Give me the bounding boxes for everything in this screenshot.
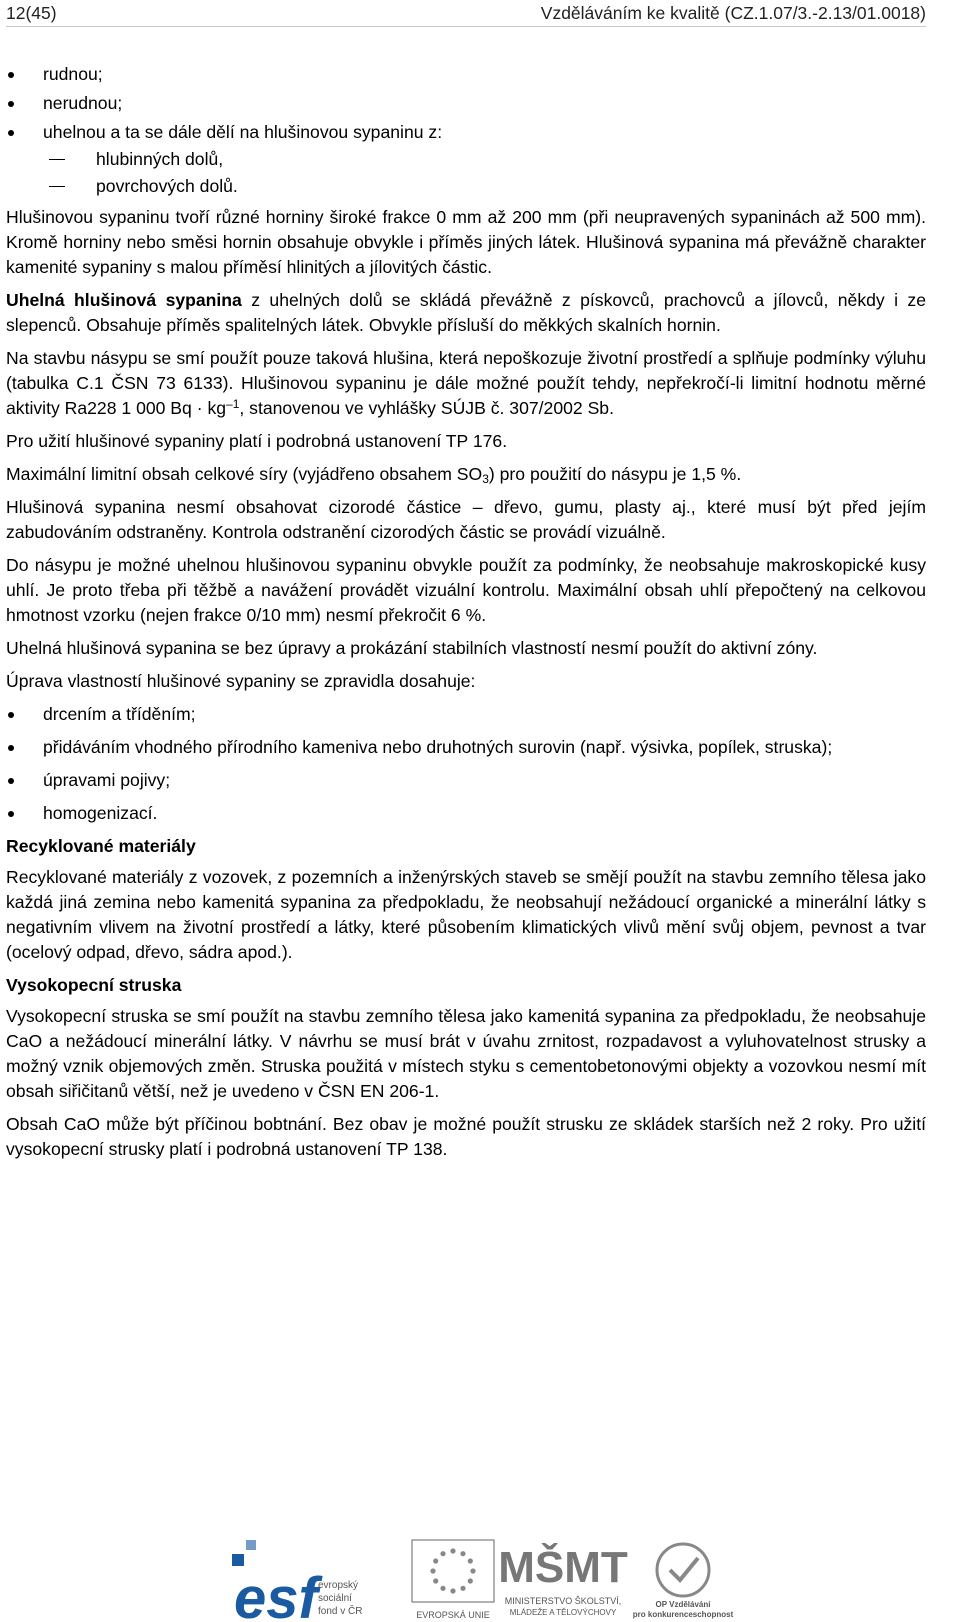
esf-logo (230, 1500, 400, 1622)
paragraph: Hlušinovou sypaninu tvoří různé horniny široké frakce 0 mm až 200 mm (při neupravených sypaninách až 500 mm). Kromě horniny nebo směsi hornin obsahuje obvykle i příměs jiných látek. Hlušinová sypanina má převážně charakter kamenité sypaniny s malou příměsí hlinitých a jílovitých částic. (6, 207, 926, 277)
page-number: 12(45) (6, 2, 57, 23)
document-body (6, 62, 926, 1162)
list-item: drcením a tříděním; (6, 702, 926, 727)
section-heading-recycled: Recyklované materiály (6, 836, 196, 856)
paragraph: Uhelná hlušinová sypanina z uhelných dolů se skládá převážně z pískovců, prachovců a jílovců, někdy i ze slepenců. Obsahuje příměs spalitelných látek. Obvykle přísluší do měkkých skalních hornin. (6, 290, 926, 335)
paragraph: Hlušinová sypanina nesmí obsahovat cizorodé částice – dřevo, gumu, plasty aj., které musí být před jejím zabudováním odstraněny. Kontrola odstranění cizorodých částic se provádí vizuálně. (6, 497, 926, 542)
paragraph: Recyklované materiály z vozovek, z pozemních a inženýrských staveb se smějí použít na stavbu zemního tělesa jako každá jiná zemina nebo kamenitá sypanina za předpokladu, že neobsahují nežádoucí organické a minerální látky s negativním vlivem na životní prostředí a látky, které působením klimatických vlivů mění svůj objem, pevnost a tvar (ocelový odpad, dřevo, sádra apod.). (6, 867, 926, 962)
eu-star-icon (460, 1551, 465, 1556)
msmt-text-1: MINISTERSTVO ŠKOLSTVÍ, (504, 1596, 622, 1606)
list-item: hlubinných dolů, (6, 147, 926, 172)
bold-term: Uhelná hlušinová sypanina (6, 290, 242, 310)
paragraph: Do násypu je možné uhelnou hlušinovou sypaninu obvykle použít za podmínky, že neobsahuje makroskopické kusy uhlí. Je proto třeba při těžbě a navážení provádět vizuální kontrolu. Maximální obsah uhlí přepočtený na celkovou hmotnost vzorku (nejen frakce 0/10 mm) nesmí překročit 6 %. (6, 555, 926, 625)
eu-flag-logo (408, 1500, 498, 1622)
esf-text-2: sociální (318, 1593, 352, 1604)
project-title: Vzděláváním ke kvalitě (CZ.1.07/3.-2.13/01.0018) (540, 2, 926, 23)
paragraph: Na stavbu násypu se smí použít pouze taková hlušina, která nepoškozuje životní prostředí a splňuje podmínky výluhu (tabulka C.1 ČSN 73 6133). Hlušinovou sypaninu je dále možné použít tehdy, nepřekročí-li limitní hodnotu měrné aktivity Ra228 1 000 $Bq \cdot kg^{-1}$, stanovenou ve vyhlášky SÚJB č. 307/2002 Sb. (6, 348, 926, 418)
paragraph: Uhelná hlušinová sypanina se bez úpravy a prokázání stabilních vlastností nesmí použít do aktivní zóny. (6, 638, 818, 658)
list-item: uhelnou a ta se dále dělí na hlušinovou sypaninu z: (6, 120, 926, 145)
paragraph: Maximální limitní obsah celkové síry (vyjádřeno obsahem $SO_3$) pro použití do násypu je 1,5 %. (6, 464, 742, 486)
list-item: úpravami pojivy; (6, 768, 926, 793)
eu-star-icon (460, 1586, 465, 1591)
list-item: homogenizací. (6, 801, 926, 826)
treatment-methods-list (6, 702, 926, 826)
msmt-logo (498, 1500, 628, 1622)
list-item: povrchových dolů. (6, 174, 926, 199)
op-text-1: OP Vzdělávání (655, 1600, 711, 1609)
eu-star-icon (440, 1586, 445, 1591)
section-heading-slag: Vysokopecní struska (6, 975, 182, 995)
op-text-2: pro konkurenceschopnost (632, 1610, 734, 1619)
esf-square-icon (232, 1554, 244, 1566)
esf-square-icon (246, 1540, 256, 1550)
paragraph: Obsah CaO může být příčinou bobtnání. Bez obav je možné použít strusku ze skládek starších než 2 roky. Pro užití vysokopecní strusky platí i podrobná ustanovení TP 138. (6, 1114, 926, 1159)
op-check-icon (670, 1558, 698, 1580)
eu-star-icon (468, 1578, 473, 1583)
funding-logos (0, 1500, 960, 1622)
msmt-mark: MŠMT (498, 1543, 628, 1592)
esf-text-1: evropský (318, 1580, 359, 1591)
esf-mark: esf (234, 1566, 318, 1622)
list-item: nerudnou; (6, 91, 926, 116)
esf-text-3: fond v ČR (318, 1606, 363, 1617)
eu-star-icon (433, 1578, 438, 1583)
page-header (6, 0, 926, 27)
eu-star-icon (450, 1548, 455, 1553)
op-circle-icon (657, 1544, 709, 1596)
eu-star-icon (433, 1558, 438, 1563)
eu-star-icon (430, 1568, 435, 1573)
eu-star-icon (468, 1558, 473, 1563)
paragraph: Úprava vlastností hlušinové sypaniny se zpravidla dosahuje: (6, 671, 476, 691)
coal-mine-sublist (6, 147, 926, 199)
eu-star-icon (440, 1551, 445, 1556)
msmt-text-2: MLÁDEŽE A TĚLOVÝCHOVY (509, 1608, 617, 1617)
list-item: přidáváním vhodného přírodního kameniva nebo druhotných surovin (např. výsivka, popílek, struska); (6, 735, 926, 760)
paragraph: Pro užití hlušinové sypaniny platí i podrobná ustanovení TP 176. (6, 431, 508, 451)
eu-text: EVROPSKÁ UNIE (416, 1610, 490, 1620)
list-item: rudnou; (6, 62, 926, 87)
waste-rock-types-list (6, 62, 926, 145)
paragraph: Vysokopecní struska se smí použít na stavbu zemního tělesa jako kamenitá sypanina za předpokladu, že neobsahuje CaO a nežádoucí minerální látky. V návrhu se musí brát v úvahu zrnitost, rozpadavost a vyluhovatelnost strusky a možný vznik objemových změn. Struska použitá v místech styku s cementobetonovými objekty a vozovkou nesmí mít obsah siřičitanů větší, než je uvedeno v ČSN EN 206-1. (6, 1006, 926, 1101)
eu-star-icon (450, 1588, 455, 1593)
eu-star-icon (470, 1568, 475, 1573)
op-vk-logo (628, 1500, 738, 1622)
